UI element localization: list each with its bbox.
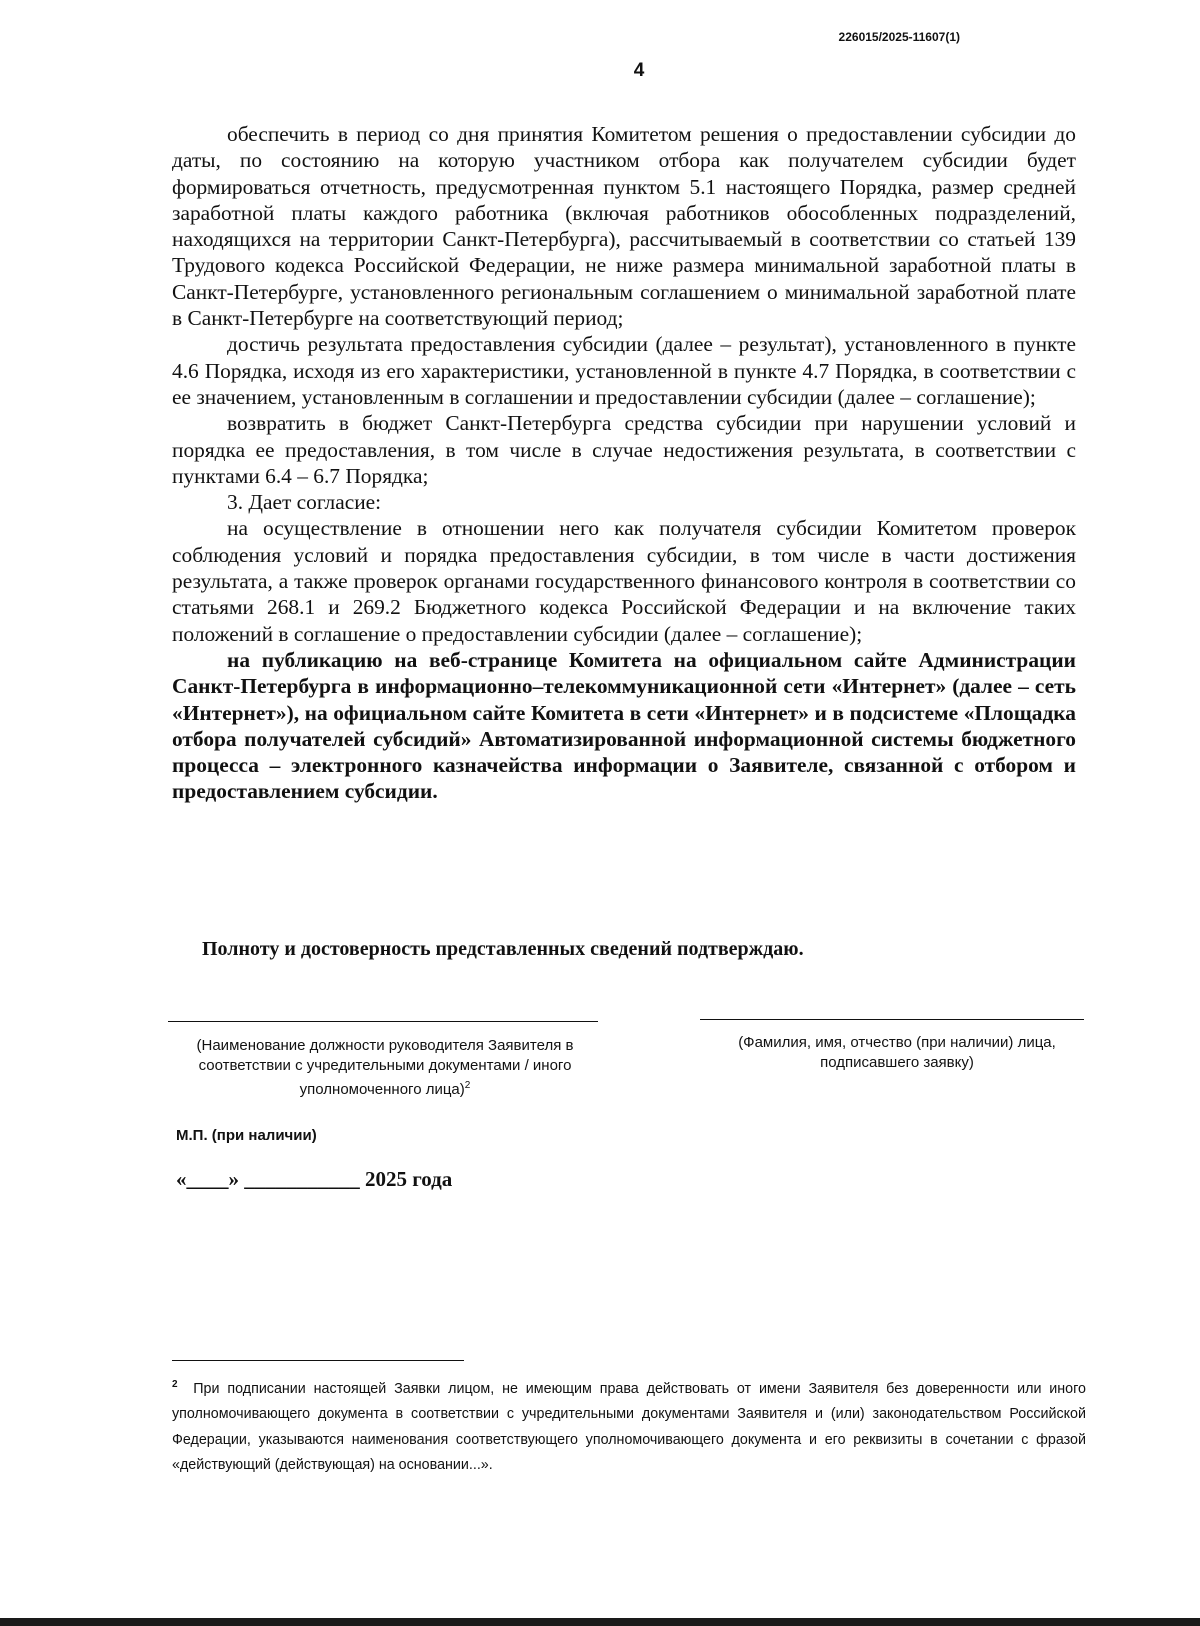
footnote-divider bbox=[172, 1360, 464, 1361]
footnote-marker: 2 bbox=[172, 1379, 178, 1390]
document-body bbox=[172, 121, 1076, 805]
footnote-text: При подписании настоящей Заявки лицом, не имеющим права действовать от имени Заявителя без доверенности или иного уполномочивающего документа в соответствии с учредительными документами Заявителя и (или) законодательством Российской Федерации, указываются наименования соответствующего уполномочивающего документа и его реквизиты в сочетании с фразой «действующий (действующая) на основании...». bbox=[172, 1380, 1086, 1474]
name-caption: (Фамилия, имя, отчество (при наличии) лица, подписавшего заявку) bbox=[738, 1034, 1056, 1071]
document-registration-number: 226015/2025-11607(1) bbox=[838, 30, 960, 44]
paragraph-consent-heading: 3. Дает согласие: bbox=[227, 490, 382, 515]
paragraph-refund-obligation: возвратить в бюджет Санкт-Петербурга средства субсидии при нарушении условий и порядка ее предоставления, в том числе в случае недостижения результата, в соответствии с пунктами 6.4 – 6.7 Порядка; bbox=[172, 411, 1076, 488]
name-signature-line bbox=[700, 1019, 1084, 1020]
footnote-reference: 2 bbox=[464, 1080, 471, 1091]
paragraph-consent-inspections: на осуществление в отношении него как получателя субсидии Комитетом проверок соблюдения условий и порядка предоставления субсидии, в том числе в части достижения результата, а также проверок органами государственного финансового контроля в соответствии со статьями 268.1 и 269.2 Бюджетного кодекса Российской Федерации и на включение таких положений в соглашение о предоставлении субсидии (далее – соглашение); bbox=[172, 516, 1076, 646]
paragraph-consent-publication: на публикацию на веб-странице Комитета на официальном сайте Администрации Санкт-Петербурга в информационно–телекоммуникационной сети «Интернет» (далее – сеть «Интернет»), на официальном сайте Комитета в сети «Интернет» и в подсистеме «Площадка отбора получателей субсидий» Автоматизированной информационной системы бюджетного процесса – электронного казначейства информации о Заявителе, связанной с отбором и предоставлением субсидии. bbox=[172, 647, 1076, 804]
paragraph-salary-obligation: обеспечить в период со дня принятия Комитетом решения о предоставлении субсидии до даты, по состоянию на которую участником отбора как получателем субсидии будет формироваться отчетность, предусмотренная пунктом 5.1 настоящего Порядка, размер средней заработной платы каждого работника (включая работников обособленных подразделений, находящихся на территории Санкт-Петербурга), рассчитываемый в соответствии со статьей 139 Трудового кодекса Российской Федерации, не ниже размера минимальной заработной платы в Санкт-Петербурге, установленного региональным соглашением о минимальной заработной плате в Санкт-Петербурге на соответствующий период; bbox=[172, 122, 1076, 331]
scan-edge bbox=[0, 1618, 1200, 1626]
paragraph-result-obligation: достичь результата предоставления субсидии (далее – результат), установленного в пункте 4.6 Порядка, исходя из его характеристики, установленной в пункте 4.7 Порядка, в соответствии с ее значением, установленным в соглашении и предоставлении субсидии (далее – соглашение); bbox=[172, 332, 1076, 409]
footnote bbox=[172, 1372, 1086, 1479]
position-caption-text: (Наименование должности руководителя Заявителя в соответствии с учредительными документами / иного уполномоченного лица) bbox=[196, 1037, 574, 1098]
confirmation-statement: Полноту и достоверность представленных сведений подтверждаю. bbox=[202, 938, 804, 960]
date-line: «____» ___________ 2025 года bbox=[176, 1167, 453, 1191]
position-caption bbox=[170, 1036, 600, 1100]
page-number: 4 bbox=[633, 60, 645, 81]
stamp-label: М.П. (при наличии) bbox=[176, 1127, 317, 1144]
position-signature-line bbox=[168, 1021, 598, 1022]
